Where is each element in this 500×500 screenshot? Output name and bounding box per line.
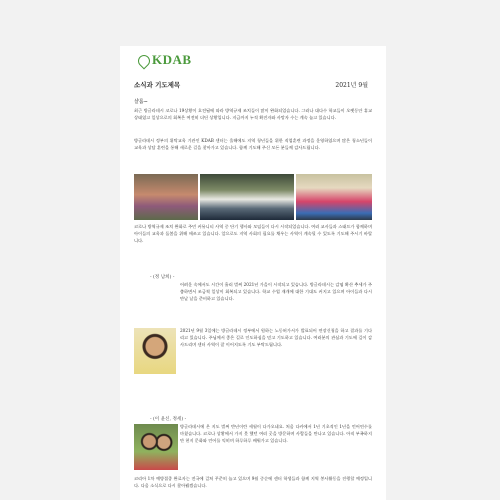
page-title: 소식과 기도제목: [134, 81, 181, 89]
kdab-logo: [138, 52, 192, 68]
logo-text: KDAB: [152, 52, 192, 67]
photo-strip: [134, 174, 372, 220]
photo-hall-students: [200, 174, 294, 220]
section-heading-2: - (이 윤신, 정세) -: [150, 417, 187, 422]
photo-group-women: [134, 174, 198, 220]
leaf-icon: [136, 53, 153, 70]
greeting: 샬롬~: [134, 99, 148, 105]
portrait-photo-2: [134, 424, 178, 470]
section-2-paragraph: 방글라데시에 온 지도 벌써 반년이란 세월이 다가오네요. 처음 다카에서 1년 기초적인 1년을 언어연수를 마쳤습니다. 코로나 상황에서 가지 못 했던 여러 곳을 방문하며 사람들을 만나고 있습니다. 아직 부족하지만 현지 문화와 언어를 익히며 하루하루 배워가고 있습니다.: [180, 424, 372, 443]
paragraph-center: 방글라데시 정부의 위탁교육 기관인 KDAB 센터는 올해에도 지역 청년들을 위한 직업훈련 과정을 운영하였으며 많은 청소년들이 교육과 상담 훈련을 통해 새로운 길을 찾아가고 있습니다. 함께 기도해 주신 모든 분들께 감사드립니다.: [134, 138, 372, 150]
portrait-photo-1: [134, 328, 176, 374]
photo-girls-class: [296, 174, 372, 220]
paragraph-community: 코로나 방역규제 조치 완화로 주민 커뮤니티 사역 중 단기 행사와 모임들이 다시 시작되었습니다. 여러 교사들과 스태프가 함께하며 아이들의 교육과 돌봄을 위해 애쓰고 있습니다. 앞으로도 지역 사회의 필요를 채우는 사역이 계속될 수 있도록 기도해 주시기 바랍니다.: [134, 224, 372, 243]
paragraph-closing: 코리아 1차 예방접종 완료자는 전국에 걸쳐 꾸준히 늘고 있으며 9월 중순에 센터 학생들과 함께 지역 봉사활동을 진행할 예정입니다. 다음 소식으로 다시 찾아뵙겠습니다.: [134, 476, 372, 488]
section-1-paragraph-2: 2021년 9월 3일에는 방글라데시 정부에서 원하는 노동허가서가 발표되어 연장신청을 하고 결과를 기다리고 있습니다. 주님께서 좋은 길로 인도하심을 믿고 기도하고 있습니다. 여러분의 관심과 기도에 깊이 감사드리며 센터 사역이 잘 이어지도록 기도 부탁드립니다.: [180, 328, 372, 347]
newsletter-page: [120, 46, 386, 500]
section-1-paragraph: 어려운 속에서도 시간이 흘러 벌써 2021년 가을이 시작되고 있습니다. 방글라데시는 감염 확산 추세가 주춤하면서 조금씩 일상이 회복되고 있습니다. 학교 수업 재개에 대한 기대도 커지고 있으며 아이들과 다시 만날 날을 준비하고 있습니다.: [180, 282, 372, 301]
section-heading-1: - (정 남희) -: [150, 275, 175, 280]
newsletter-date: 2021년 9월: [335, 82, 368, 89]
paragraph-intro: 최근 방글라데시 코로나 19상황이 호전됨에 따라 방역규제 조치들이 많이 완화되었습니다. 그러나 대다수 학교들이 오랫동안 휴교 상태였고 일상으로의 회복은 여전히 더딘 상황입니다. 지금까지 누적 확진자와 사망자 수는 계속 늘고 있습니다.: [134, 108, 372, 120]
